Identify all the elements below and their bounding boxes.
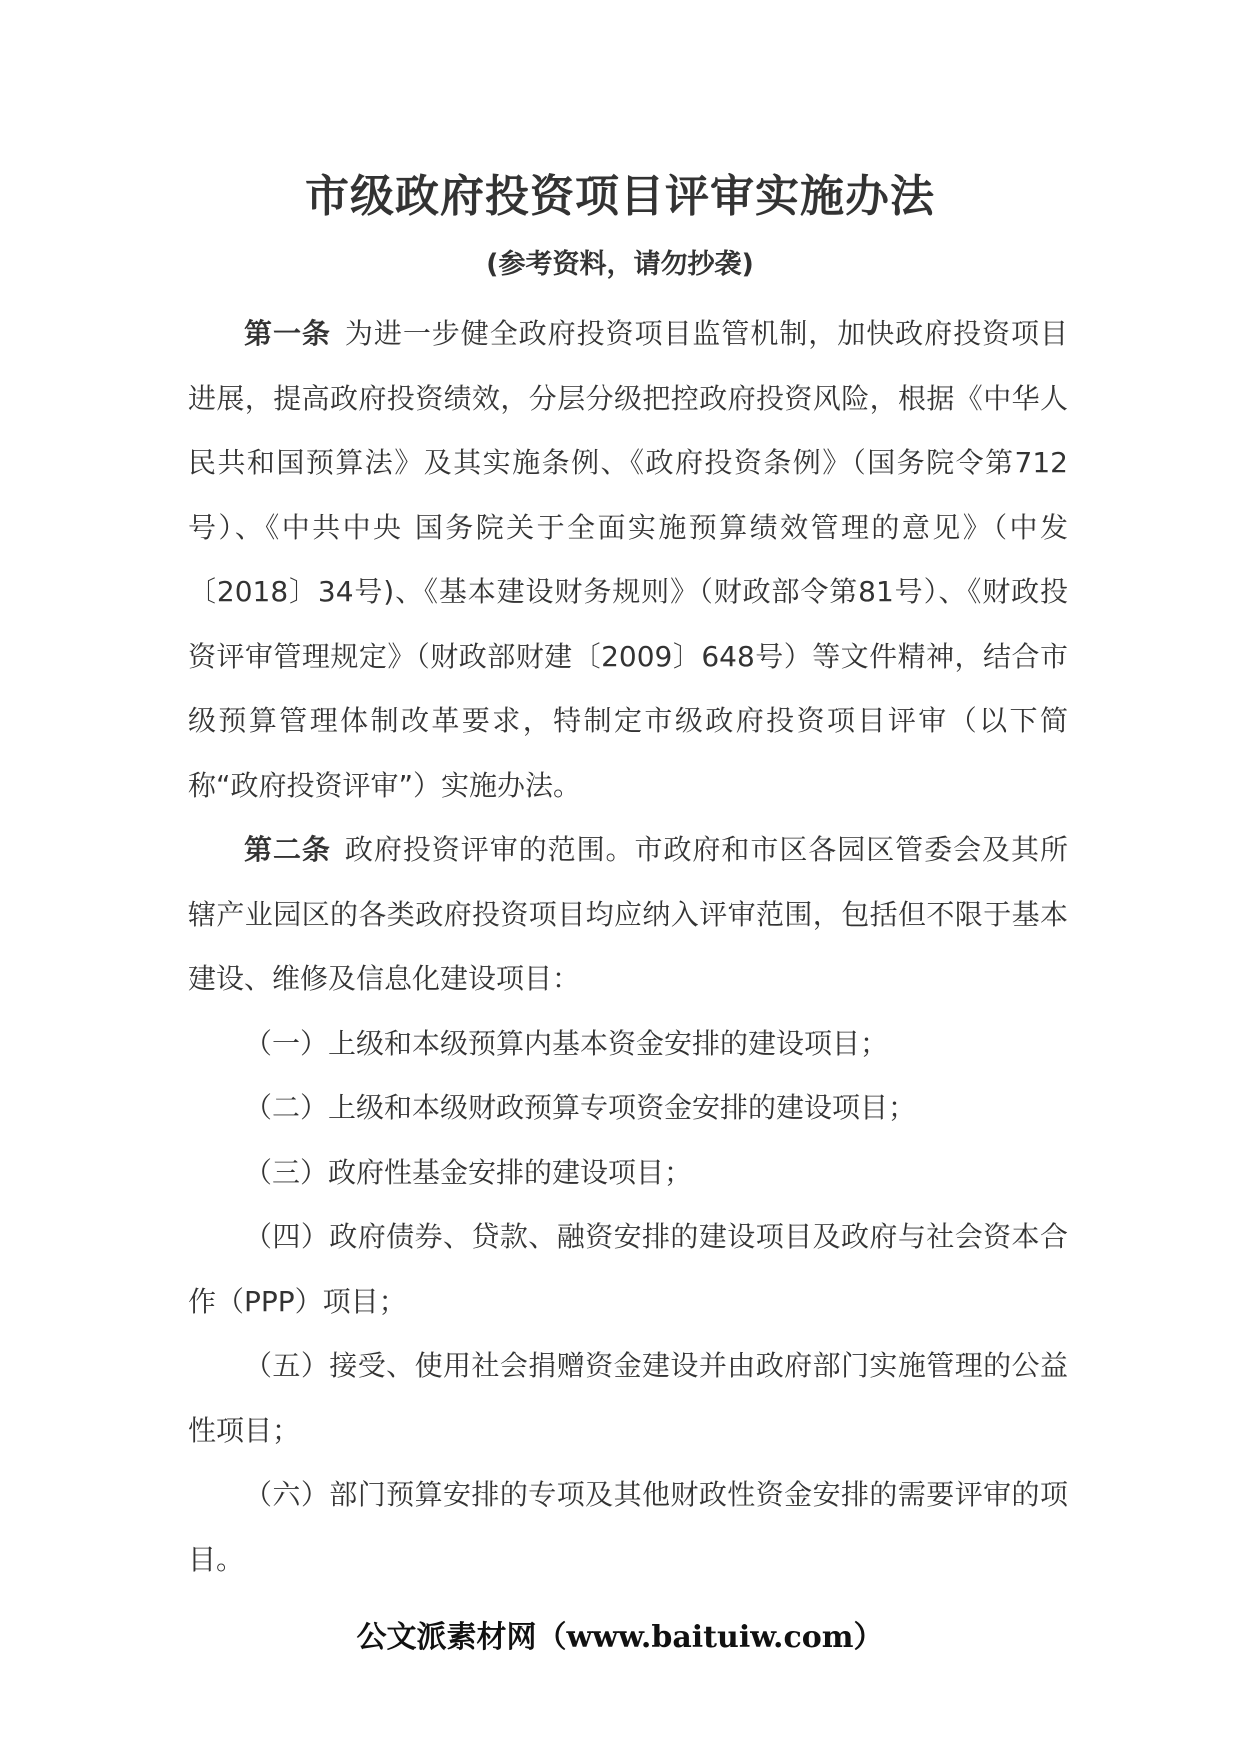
article-1-lead: 第一条 <box>244 317 331 350</box>
article-1 <box>188 302 1068 818</box>
list-item-2 <box>188 1076 1068 1141</box>
document-title: 市级政府投资项目评审实施办法 <box>305 171 935 222</box>
list-item-6 <box>188 1463 1068 1592</box>
list-item-1-text: （一）上级和本级预算内基本资金安排的建设项目； <box>244 1026 889 1060</box>
article-2-lead: 第二条 <box>244 833 331 866</box>
list-item-1 <box>188 1012 1068 1077</box>
list-item-3-text: （三）政府性基金安排的建设项目； <box>244 1155 693 1189</box>
list-item-6-text: （六）部门预算安排的专项及其他财政性资金安排的需要评审的项目。 <box>188 1478 1068 1576</box>
source-footer: 公文派素材网（www.baituiw.com） <box>356 1620 884 1655</box>
article-1-text: 为进一步健全政府投资项目监管机制，加快政府投资项目进展，提高政府投资绩效，分层分级把控政府投资风险，根据《中华人民共和国预算法》及其实施条例、《政府投资条例》（国务院令第712号）、《中共中央 国务院关于全面实施预算绩效管理的意见》（中发〔2018〕34号)、《基本建设财务规则》（财政部令第81号）、《财政投资评审管理规定》（财政部财建〔2009〕648号）等文件精神，结合市级预算管理体制改革要求，特制定市级政府投资项目评审（以下简称“政府投资评审”）实施办法。 <box>188 317 1068 802</box>
list-item-4-text: （四）政府债券、贷款、融资安排的建设项目及政府与社会资本合作（PPP）项目； <box>188 1220 1068 1318</box>
list-item-2-text: （二）上级和本级财政预算专项资金安排的建设项目； <box>244 1091 917 1124</box>
list-item-5-text: （五）接受、使用社会捐赠资金建设并由政府部门实施管理的公益性项目； <box>188 1349 1068 1447</box>
article-2-text: 政府投资评审的范围。市政府和市区各园区管委会及其所辖产业园区的各类政府投资项目均应纳入评审范围，包括但不限于基本建设、维修及信息化建设项目： <box>188 833 1068 995</box>
list-item-3 <box>188 1141 1068 1206</box>
article-2 <box>188 818 1068 1012</box>
document-subtitle: (参考资料，请勿抄袭) <box>486 249 754 280</box>
list-item-5 <box>188 1334 1068 1463</box>
list-item-4 <box>188 1205 1068 1334</box>
document-body <box>188 302 1068 1592</box>
